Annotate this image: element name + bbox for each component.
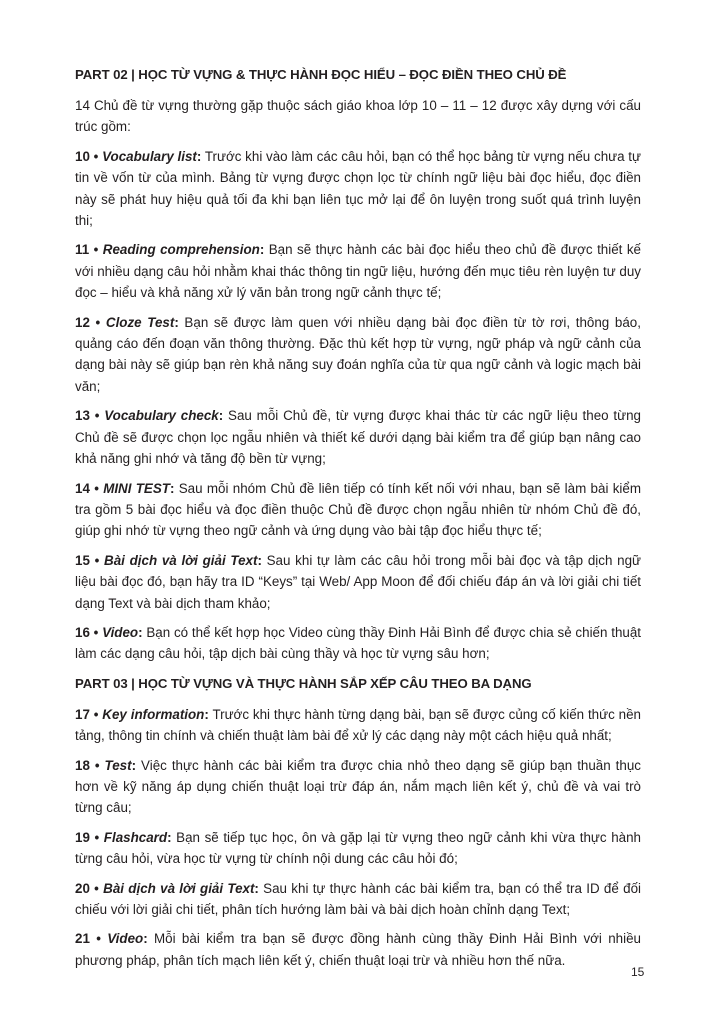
item-term: Reading comprehension [102, 242, 260, 258]
item-term: Test [104, 757, 132, 773]
item-term: Bài dịch và lời giải Text [104, 552, 258, 568]
list-item-14: 14 • MINI TEST: Sau mỗi nhóm Chủ đề liên tiếp có tính kết nối với nhau, bạn sẽ làm bài kiểm tra gồm 5 bài đọc hiểu và đọc điền thuộc Chủ đề được chọn ngẫu nhiên từ nhóm Chủ đề đó, giúp ghi nhớ từ vựng theo ngữ cảnh và ứng dụng vào bài tập đọc hiểu thực tế; [75, 480, 641, 539]
item-number: 12 • [75, 314, 106, 330]
list-item-21: 21 • Video: Mỗi bài kiểm tra bạn sẽ được đồng hành cùng thầy Đinh Hải Bình với nhiều phương pháp, phân tích mạch liên kết ý, chiến thuật loại trừ và nhiều hơn thế nữa. [75, 931, 641, 968]
list-item-15: 15 • Bài dịch và lời giải Text: Sau khi tự làm các câu hỏi trong mỗi bài đọc và tập dịch ngữ liệu bài đọc đó, bạn hãy tra ID “Keys” tại Web/ App Moon để đối chiếu đáp án và lời giải chi tiết dạng Text và bài dịch tham khảo; [75, 552, 641, 611]
list-item-11: 11 • Reading comprehension: Bạn sẽ thực hành các bài đọc hiểu theo chủ đề được thiết kế với nhiều dạng câu hỏi nhằm khai thác thông tin ngữ liệu, hướng đến mục tiêu rèn luyện tư duy đọc – hiểu và khả năng xử lý văn bản trong ngữ cảnh thực tế; [75, 242, 642, 301]
item-term: Cloze Test [105, 314, 175, 330]
item-number: 14 • [75, 480, 104, 496]
item-term: Bài dịch và lời giải Text [103, 880, 255, 896]
item-term: Vocabulary list [102, 148, 197, 164]
item-text: Trước khi vào làm các câu hỏi, bạn có thể học bảng từ vựng nếu chưa tự tin về vốn từ của mình. Bảng từ vựng được chọn lọc từ chính ngữ liệu bài đọc hiểu, đọc điền này sẽ phát huy hiệu quả tối đa khi bạn liên tục mở lại để ôn luyện trong suốt quá trình luyện thi; [75, 148, 641, 229]
list-item-17: 17 • Key information: Trước khi thực hành từng dạng bài, bạn sẽ được củng cố kiến thức nền tảng, thông tin chính và chiến thuật làm bài để xử lý các dạng này một cách hiệu quả nhất; [75, 706, 641, 744]
item-number: 19 • [75, 829, 104, 845]
item-text: Sau khi tự làm các câu hỏi trong mỗi bài đọc và tập dịch ngữ liệu bài đọc đó, bạn hãy tra ID “Keys” tại Web/ App Moon để đối chiếu đáp án và lời giải chi tiết dạng Text và bài dịch tham khảo; [75, 552, 641, 611]
list-item-18: 18 • Test: Việc thực hành các bài kiểm tra được chia nhỏ theo dạng sẽ giúp bạn thuần thục hơn về kỹ năng áp dụng chiến thuật loại trừ đáp án, nắm mạch liên kết ý, chủ đề và vai trò từng câu; [75, 757, 641, 816]
part02-heading: PART 02 | HỌC TỪ VỰNG & THỰC HÀNH ĐỌC HIỂU – ĐỌC ĐIỀN THEO CHỦ ĐỀ [75, 67, 567, 82]
list-item-20: 20 • Bài dịch và lời giải Text: Sau khi tự thực hành các bài kiểm tra, bạn có thể tra ID để đối chiếu với lời giải chi tiết, phân tích hướng làm bài và bài dịch hoàn chỉnh dạng Text; [75, 880, 641, 917]
item-text: Bạn có thể kết hợp học Video cùng thầy Đinh Hải Bình để được chia sẻ chiến thuật làm các dạng câu hỏi, tập dịch bài cùng thầy và học từ vựng sâu hơn; [75, 624, 641, 662]
list-item-19: 19 • Flashcard: Bạn sẽ tiếp tục học, ôn và gặp lại từ vựng theo ngữ cảnh khi vừa thực hành từng câu hỏi, vừa học từ vựng từ chính nội dung các câu hỏi đó; [75, 829, 641, 867]
item-number: 15 • [75, 552, 105, 568]
item-number: 18 • [75, 757, 105, 773]
item-text: Mỗi bài kiểm tra bạn sẽ được đồng hành cùng thầy Đinh Hải Bình với nhiều phương pháp, phân tích mạch liên kết ý, chiến thuật loại trừ và nhiều hơn thế nữa. [75, 931, 641, 968]
item-text: Việc thực hành các bài kiểm tra được chia nhỏ theo dạng sẽ giúp bạn thuần thục hơn về kỹ năng áp dụng chiến thuật loại trừ đáp án, nắm mạch liên kết ý, chủ đề và vai trò từng câu; [75, 757, 641, 816]
item-number: 20 • [75, 880, 104, 896]
item-text: Bạn sẽ thực hành các bài đọc hiểu theo chủ đề được thiết kế với nhiều dạng câu hỏi nhằm khai thác thông tin ngữ liệu, hướng đến mục tiêu rèn luyện tư duy đọc – hiểu và khả năng xử lý văn bản trong ngữ cảnh thực tế; [75, 242, 642, 301]
item-number: 17 • [75, 706, 103, 722]
part02-intro: 14 Chủ đề từ vựng thường gặp thuộc sách giáo khoa lớp 10 – 11 – 12 được xây dựng với cấu trúc gồm: [75, 98, 641, 135]
list-item-13: 13 • Vocabulary check: Sau mỗi Chủ đề, từ vựng được khai thác từ các ngữ liệu theo từng Chủ đề sẽ được chọn lọc ngẫu nhiên và thiết kế dưới dạng bài kiểm tra để giúp bạn nâng cao khả năng ghi nhớ và tăng độ bền từ vựng; [75, 408, 641, 467]
list-item-16: 16 • Video: Bạn có thể kết hợp học Video cùng thầy Đinh Hải Bình để được chia sẻ chiến thuật làm các dạng câu hỏi, tập dịch bài cùng thầy và học từ vựng sâu hơn; [75, 624, 641, 662]
item-text: Bạn sẽ được làm quen với nhiều dạng bài đọc điền từ tờ rơi, thông báo, quảng cáo đến đoạn văn thông thường. Đặc thù kết hợp từ vựng, ngữ pháp và ngữ cảnh của dạng bài này sẽ giúp bạn rèn khả năng suy đoán nghĩa của từ qua ngữ cảnh và logic mạch bài văn; [75, 314, 641, 394]
item-text: Sau mỗi nhóm Chủ đề liên tiếp có tính kết nối với nhau, bạn sẽ làm bài kiểm tra gồm 5 bài đọc hiểu và đọc điền thuộc Chủ đề được chọn ngẫu nhiên từ nhóm Chủ đề đó, giúp ghi nhớ từ vựng theo ngữ cảnh và ứng dụng vào bài tập đọc hiểu thực tế; [75, 480, 641, 539]
page-number: 15 [631, 965, 645, 979]
item-number: 10 • [75, 148, 103, 164]
item-term: Flashcard [103, 829, 168, 845]
item-text: Sau mỗi Chủ đề, từ vựng được khai thác từ các ngữ liệu theo từng Chủ đề sẽ được chọn lọc ngẫu nhiên và thiết kế dưới dạng bài kiểm tra để giúp bạn nâng cao khả năng ghi nhớ và tăng độ bền từ vựng; [75, 408, 641, 467]
list-item-12: 12 • Cloze Test: Bạn sẽ được làm quen với nhiều dạng bài đọc điền từ tờ rơi, thông báo, quảng cáo đến đoạn văn thông thường. Đặc thù kết hợp từ vựng, ngữ pháp và ngữ cảnh của dạng bài này sẽ giúp bạn rèn khả năng suy đoán nghĩa của từ qua ngữ cảnh và logic mạch bài văn; [75, 314, 641, 394]
item-term: Video [107, 931, 144, 947]
part03-heading: PART 03 | HỌC TỪ VỰNG VÀ THỰC HÀNH SẮP XẾP CÂU THEO BA DẠNG [75, 675, 532, 691]
page-content [75, 64, 641, 979]
item-number: 13 • [75, 408, 105, 424]
item-number: 11 • [75, 242, 103, 258]
item-term: Key information [102, 706, 205, 722]
item-text: Bạn sẽ tiếp tục học, ôn và gặp lại từ vựng theo ngữ cảnh khi vừa thực hành từng câu hỏi, vừa học từ vựng từ chính nội dung các câu hỏi đó; [75, 829, 641, 867]
list-item-10: 10 • Vocabulary list: Trước khi vào làm các câu hỏi, bạn có thể học bảng từ vựng nếu chưa tự tin về vốn từ của mình. Bảng từ vựng được chọn lọc từ chính ngữ liệu bài đọc hiểu, đọc điền này sẽ phát huy hiệu quả tối đa khi bạn liên tục mở lại để ôn luyện trong suốt quá trình luyện thi; [75, 148, 641, 229]
item-text: Sau khi tự thực hành các bài kiểm tra, bạn có thể tra ID để đối chiếu với lời giải chi tiết, phân tích hướng làm bài và bài dịch hoàn chỉnh dạng Text; [75, 880, 641, 917]
item-term: MINI TEST [103, 480, 170, 496]
item-term: Vocabulary check [104, 408, 219, 424]
item-term: Video [102, 624, 139, 640]
item-text: Trước khi thực hành từng dạng bài, bạn sẽ được củng cố kiến thức nền tảng, thông tin chính và chiến thuật làm bài để xử lý các dạng này một cách hiệu quả nhất; [75, 706, 641, 744]
item-number: 21 • [75, 931, 108, 947]
item-number: 16 • [75, 624, 103, 640]
